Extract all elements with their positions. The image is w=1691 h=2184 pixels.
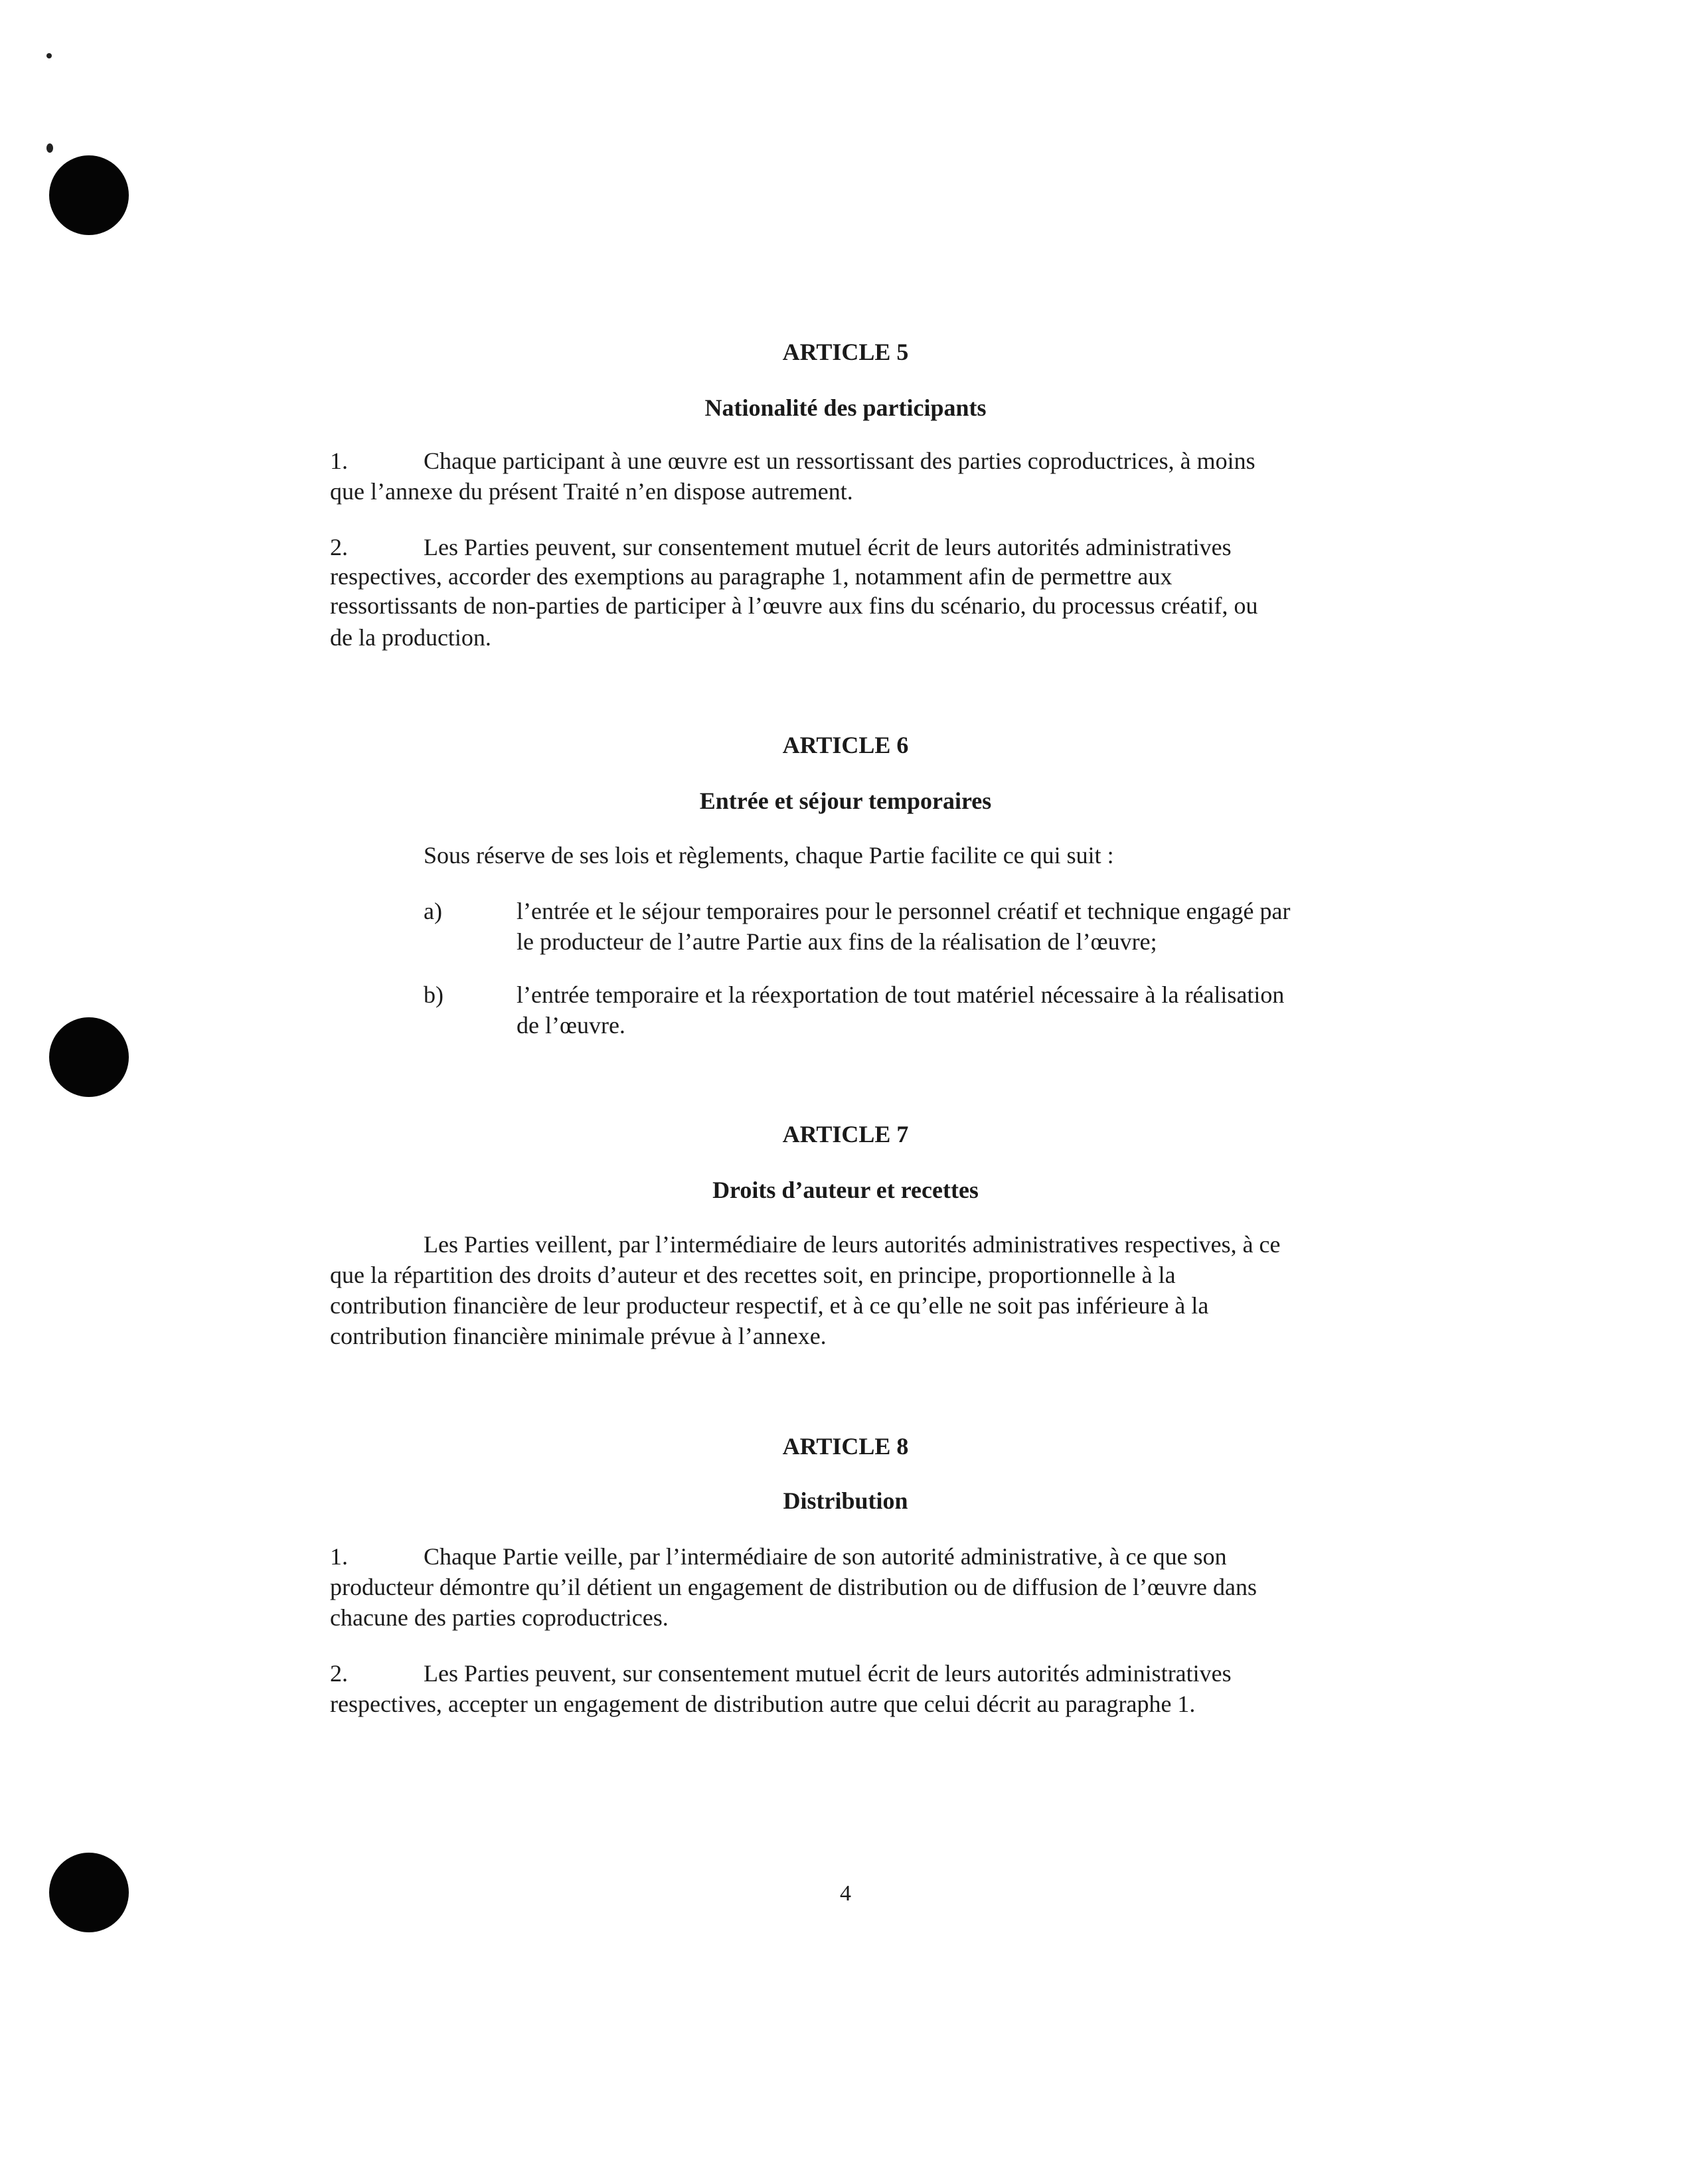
- article-subheading: Entrée et séjour temporaires: [699, 788, 992, 814]
- article-heading: ARTICLE 8: [782, 1433, 909, 1460]
- paragraph-line: contribution financière minimale prévue à l’annexe.: [330, 1323, 827, 1349]
- article-subheading: Droits d’auteur et recettes: [712, 1177, 979, 1203]
- paragraph-line: contribution financière de leur producteur respectif, et à ce qu’elle ne soit pas inférieure à la: [330, 1292, 1209, 1319]
- paragraph-line: de la production.: [330, 624, 491, 651]
- punch-hole-middle: [49, 1017, 129, 1097]
- article-heading: ARTICLE 7: [782, 1121, 909, 1147]
- paragraph-line: que la répartition des droits d’auteur et des recettes soit, en principe, proportionnelle à la: [330, 1262, 1176, 1288]
- scan-speck: [46, 53, 52, 58]
- punch-hole-top: [49, 155, 129, 235]
- paragraph-line: producteur démontre qu’il détient un engagement de distribution ou de diffusion de l’œuvre dans: [330, 1574, 1257, 1600]
- paragraph-number: 2.: [330, 1660, 348, 1687]
- list-item-line: l’entrée temporaire et la réexportation de tout matériel nécessaire à la réalisation: [517, 981, 1285, 1008]
- paragraph-number: 1.: [330, 1543, 348, 1570]
- article-heading: ARTICLE 5: [782, 339, 909, 365]
- paragraph-line: que l’annexe du présent Traité n’en dispose autrement.: [330, 478, 853, 505]
- paragraph-number: 2.: [330, 534, 348, 560]
- list-item-line: de l’œuvre.: [517, 1012, 625, 1039]
- paragraph-line: respectives, accepter un engagement de distribution autre que celui décrit au paragraphe 1.: [330, 1691, 1196, 1717]
- paragraph-number: 1.: [330, 448, 348, 474]
- list-item-label: a): [424, 898, 442, 924]
- paragraph-line: Les Parties peuvent, sur consentement mutuel écrit de leurs autorités administratives: [424, 1660, 1232, 1687]
- list-item-label: b): [424, 981, 443, 1008]
- paragraph-line: Chaque participant à une œuvre est un ressortissant des parties coproductrices, à moins: [424, 448, 1255, 474]
- paragraph-line: ressortissants de non-parties de participer à l’œuvre aux fins du scénario, du processus créatif, ou: [330, 592, 1258, 619]
- list-item-line: l’entrée et le séjour temporaires pour le personnel créatif et technique engagé par: [517, 898, 1291, 924]
- paragraph-line: Les Parties peuvent, sur consentement mutuel écrit de leurs autorités administratives: [424, 534, 1232, 560]
- list-item-line: le producteur de l’autre Partie aux fins de la réalisation de l’œuvre;: [517, 928, 1157, 955]
- paragraph-line: chacune des parties coproductrices.: [330, 1604, 669, 1631]
- article-heading: ARTICLE 6: [782, 732, 909, 758]
- page-number: 4: [840, 1881, 851, 1906]
- paragraph-line: Chaque Partie veille, par l’intermédiaire de son autorité administrative, à ce que son: [424, 1543, 1227, 1570]
- article-subheading: Distribution: [783, 1487, 908, 1514]
- intro-line: Sous réserve de ses lois et règlements, chaque Partie facilite ce qui suit :: [424, 842, 1114, 869]
- scan-speck: [46, 143, 53, 153]
- article-subheading: Nationalité des participants: [704, 394, 987, 421]
- paragraph-line: Les Parties veillent, par l’intermédiaire de leurs autorités administratives respectives, à ce: [424, 1231, 1281, 1258]
- paragraph-line: respectives, accorder des exemptions au paragraphe 1, notamment afin de permettre aux: [330, 563, 1172, 590]
